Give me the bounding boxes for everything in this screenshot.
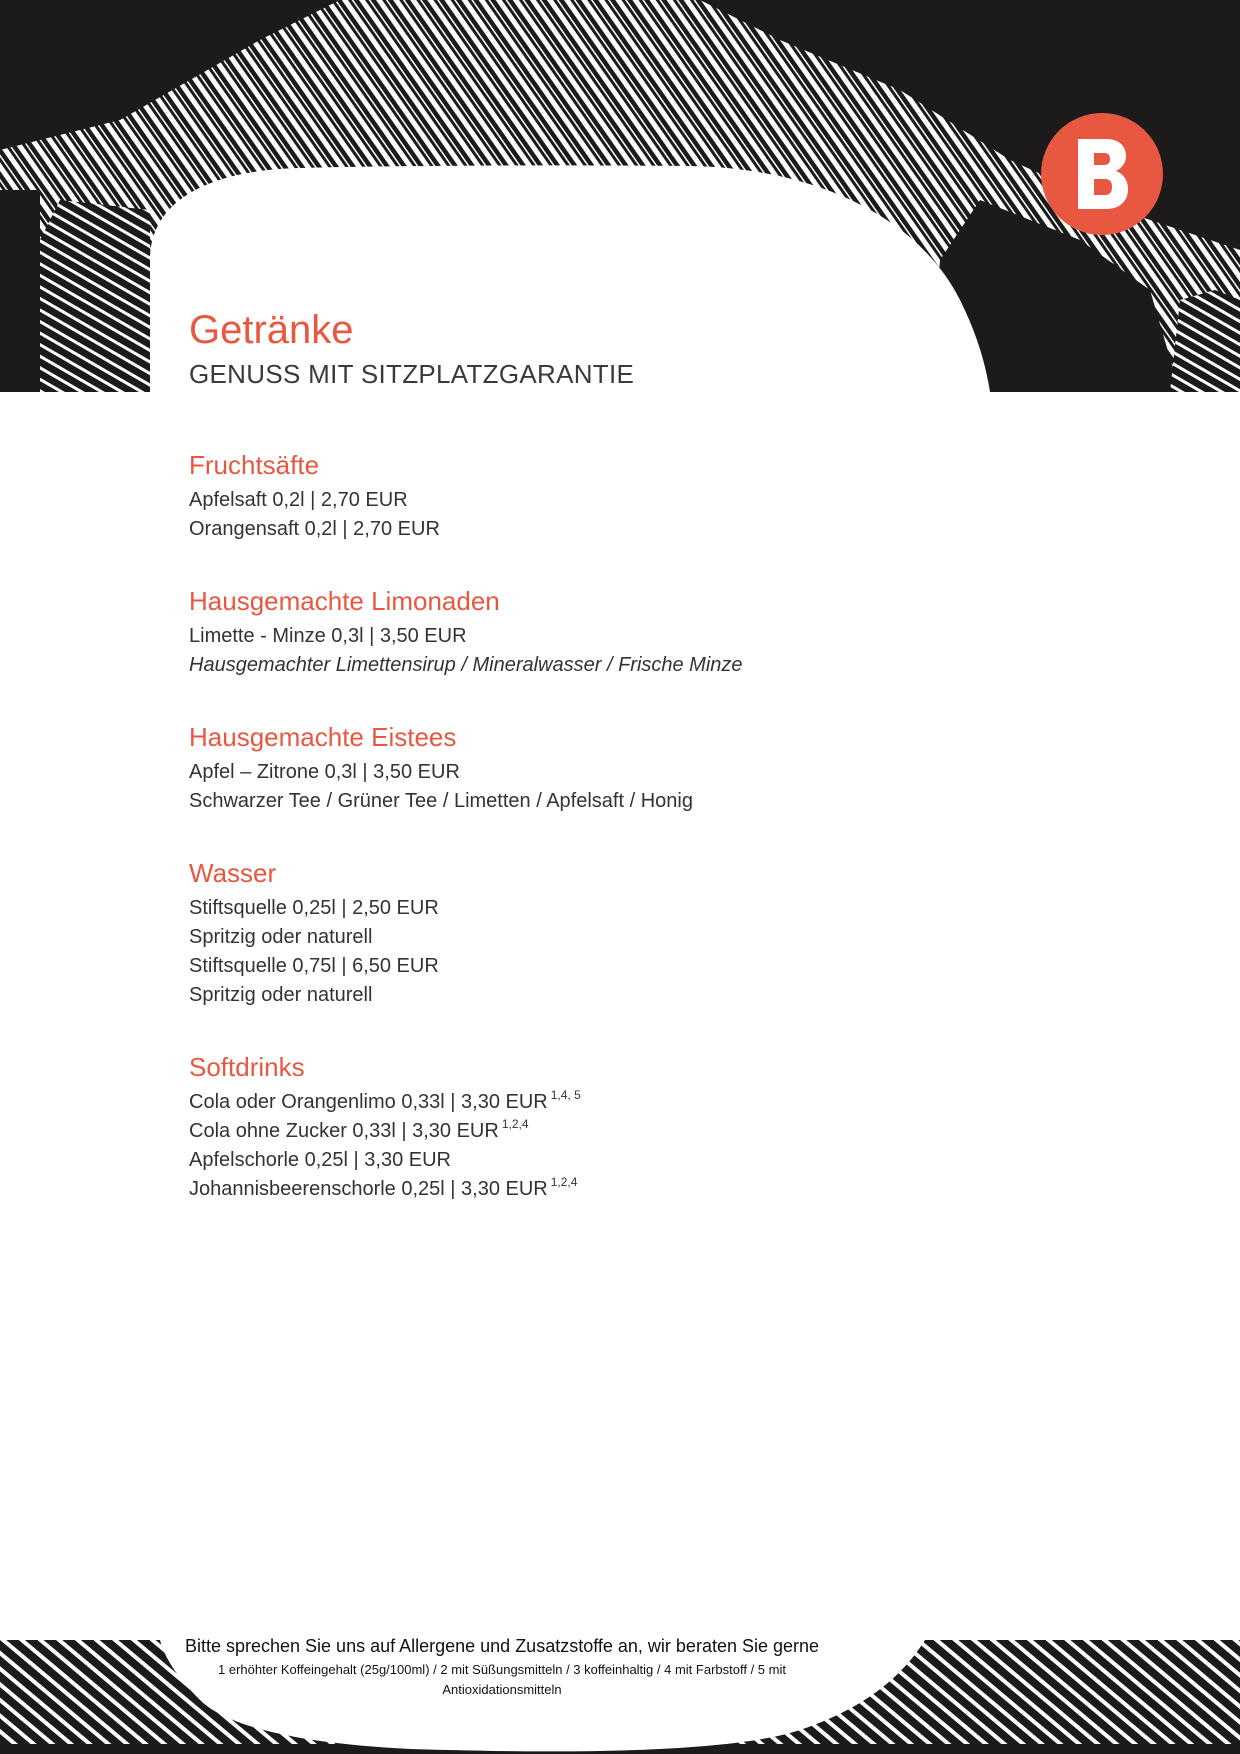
section-title: Hausgemachte Eistees [189, 722, 457, 752]
menu-item: Stiftsquelle 0,75l | 6,50 EUR [189, 955, 439, 977]
section-title: Wasser [189, 858, 277, 888]
menu-item: Orangensaft 0,2l | 2,70 EUR [189, 518, 440, 540]
menu-item-description: Spritzig oder naturell [189, 926, 373, 948]
title-block [189, 306, 634, 390]
page-subtitle: GENUSS MIT SITZPLATZGARANTIE [189, 359, 635, 389]
menu-item: Limette - Minze 0,3l | 3,50 EUR [189, 625, 467, 647]
menu-item: Apfelsaft 0,2l | 2,70 EUR [189, 489, 408, 511]
section-softdrinks [189, 1050, 1089, 1204]
menu-item: Apfelschorle 0,25l | 3,30 EUR [189, 1149, 452, 1171]
page-title: Getränke [189, 308, 354, 352]
menu-item: Cola oder Orangenlimo 0,33l | 3,30 EUR $^{1,4, 5}$ [189, 1088, 581, 1113]
section-limonaden [189, 584, 1089, 680]
additive-markers: 1,2,4 [501, 1117, 529, 1131]
menu-item: Stiftsquelle 0,25l | 2,50 EUR [189, 897, 439, 919]
brand-logo [1041, 113, 1163, 235]
additive-markers: 1,2,4 [550, 1175, 578, 1189]
menu-item-description: Hausgemachter Limettensirup / Mineralwasser / Frische Minze [189, 654, 743, 676]
section-title: Hausgemachte Limonaden [189, 586, 500, 616]
menu-item: Cola ohne Zucker 0,33l | 3,30 EUR $^{1,2,4}$ [189, 1117, 529, 1142]
menu-item-description: Schwarzer Tee / Grüner Tee / Limetten / Apfelsaft / Honig [189, 790, 693, 812]
menu-item: Apfel – Zitrone 0,3l | 3,50 EUR [189, 761, 460, 783]
additive-markers: 1,4, 5 [550, 1088, 581, 1102]
section-title: Fruchtsäfte [189, 450, 320, 480]
footer [152, 1634, 852, 1700]
logo-b-icon [1072, 135, 1132, 213]
section-fruchtsaefte [189, 448, 1089, 544]
drinks-menu [189, 448, 1089, 1244]
section-eistees [189, 720, 1089, 816]
additives-legend: 1 erhöhter Koffeingehalt (25g/100ml) / 2 mit Süßungsmitteln / 3 koffeinhaltig / 4 mit Farbstoff / 5 mit Antioxidationsmitteln [218, 1662, 786, 1697]
menu-item-description: Spritzig oder naturell [189, 984, 373, 1006]
section-title: Softdrinks [189, 1052, 305, 1082]
section-wasser [189, 856, 1089, 1010]
allergen-notice: Bitte sprechen Sie uns auf Allergene und Zusatzstoffe an, wir beraten Sie gerne [184, 1636, 820, 1656]
menu-item: Johannisbeerenschorle 0,25l | 3,30 EUR $^{1,2,4}$ [189, 1175, 578, 1200]
